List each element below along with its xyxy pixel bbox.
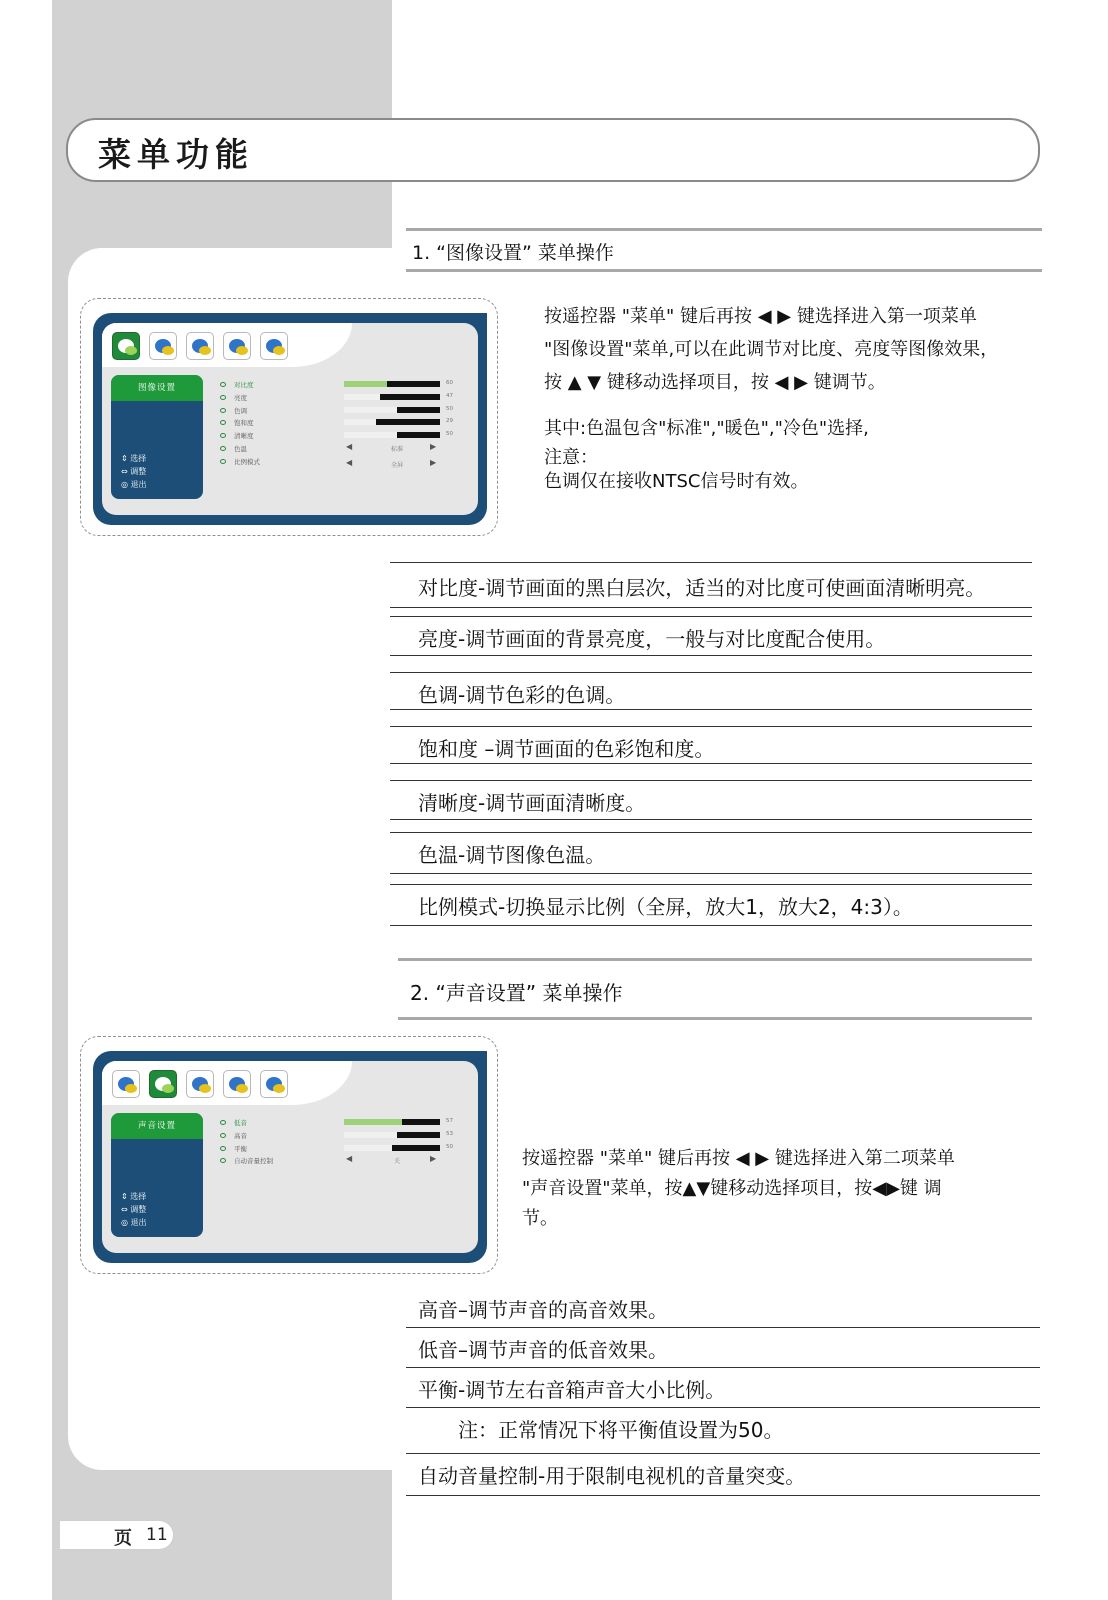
key-hints: ⇕ 选择 ⇔ 调整 ◎ 退出 bbox=[121, 454, 147, 489]
desc-brightness: 亮度-调节画面的背景亮度，一般与对比度配合使用。 bbox=[390, 616, 1032, 656]
desc-bass: 低音–调节声音的低音效果。 bbox=[406, 1328, 1040, 1368]
menu-item-hue[interactable]: 色调 50 bbox=[220, 405, 460, 418]
sound-menu-items bbox=[220, 1117, 460, 1168]
key-exit: 退出 bbox=[130, 1218, 147, 1227]
menu-item-bass[interactable]: 低音 57 bbox=[220, 1117, 460, 1130]
desc-balance: 平衡-调节左右音箱声音大小比例。 bbox=[406, 1368, 1040, 1408]
key-adjust: 调整 bbox=[130, 467, 147, 476]
sound-settings-icon bbox=[149, 1070, 177, 1098]
page-number: 11 bbox=[146, 1525, 168, 1545]
section1-heading-bar bbox=[406, 228, 1042, 272]
notice-text: 色调仅在接收NTSC信号时有效。 bbox=[544, 471, 809, 492]
menu-icon-strip bbox=[102, 1061, 352, 1105]
feature-settings-icon bbox=[186, 332, 214, 360]
menu-title: 声音设置 bbox=[111, 1113, 203, 1139]
tv-osd-frame bbox=[93, 1051, 487, 1263]
menu-item-treble[interactable]: 高音 53 bbox=[220, 1130, 460, 1143]
section2-intro: 按遥控器 "菜单" 键后再按 ◀ ▶ 键选择进入第二项菜单 "声音设置"菜单，按▲▼键移动选择项目，按◀▶键 调 节。 bbox=[522, 1148, 955, 1229]
key-exit: 退出 bbox=[130, 480, 147, 489]
menu-side-panel bbox=[111, 1113, 203, 1237]
channel-settings-icon bbox=[260, 1070, 288, 1098]
picture-settings-icon bbox=[112, 1070, 140, 1098]
key-select: 选择 bbox=[130, 1192, 147, 1201]
desc-color-temp: 色温-调节图像色温。 bbox=[390, 832, 1032, 874]
picture-menu-items bbox=[220, 379, 460, 469]
page-number-tab bbox=[60, 1520, 174, 1550]
menu-item-aspect[interactable]: 比例模式 ◀ 全屏 ▶ bbox=[220, 456, 460, 469]
key-select: 选择 bbox=[130, 454, 147, 463]
section2-heading-bar bbox=[398, 958, 1032, 1020]
key-hints: ⇕ 选择 ⇔ 调整 ◎ 退出 bbox=[121, 1192, 147, 1227]
key-adjust: 调整 bbox=[130, 1205, 147, 1214]
install-settings-icon bbox=[223, 332, 251, 360]
menu-side-panel bbox=[111, 375, 203, 499]
menu-item-avc[interactable]: 自动音量控制 ◀ 关 ▶ bbox=[220, 1155, 460, 1168]
install-settings-icon bbox=[223, 1070, 251, 1098]
desc-balance-note: 注：正常情况下将平衡值设置为50。 bbox=[406, 1408, 1040, 1454]
menu-item-sharpness[interactable]: 清晰度 50 bbox=[220, 430, 460, 443]
menu-item-contrast[interactable]: 对比度 60 bbox=[220, 379, 460, 392]
desc-sharpness: 清晰度-调节画面清晰度。 bbox=[390, 780, 1032, 820]
channel-settings-icon bbox=[260, 332, 288, 360]
page-label: 页 bbox=[114, 1528, 132, 1549]
menu-title: 图像设置 bbox=[111, 375, 203, 401]
page-title: 菜单功能 bbox=[98, 135, 254, 174]
feature-settings-icon bbox=[186, 1070, 214, 1098]
section2-heading: 2. “声音设置” 菜单操作 bbox=[410, 981, 623, 1005]
desc-hue: 色调-调节色彩的色调。 bbox=[390, 672, 1032, 710]
desc-aspect: 比例模式-切换显示比例（全屏，放大1，放大2，4:3）。 bbox=[390, 884, 1032, 926]
title-bar bbox=[66, 118, 1040, 182]
menu-item-brightness[interactable]: 亮度 47 bbox=[220, 392, 460, 405]
notice-label: 注意： bbox=[544, 447, 598, 468]
picture-settings-icon bbox=[112, 332, 140, 360]
desc-saturation: 饱和度 –调节画面的色彩饱和度。 bbox=[390, 726, 1032, 764]
color-temp-note: 其中:色温包含"标准","暖色","冷色"选择, bbox=[544, 418, 869, 439]
picture-menu-screenshot bbox=[80, 298, 498, 536]
desc-treble: 高音–调节声音的高音效果。 bbox=[406, 1288, 1040, 1328]
desc-contrast: 对比度-调节画面的黑白层次，适当的对比度可使画面清晰明亮。 bbox=[390, 562, 1032, 608]
menu-item-color-temp[interactable]: 色温 ◀ 标准 ▶ bbox=[220, 443, 460, 456]
menu-item-saturation[interactable]: 饱和度 29 bbox=[220, 417, 460, 430]
sound-menu-screenshot bbox=[80, 1036, 498, 1274]
desc-avc: 自动音量控制-用于限制电视机的音量突变。 bbox=[406, 1454, 1040, 1496]
sound-settings-icon bbox=[149, 332, 177, 360]
menu-item-balance[interactable]: 平衡 50 bbox=[220, 1143, 460, 1156]
section1-heading: 1. “图像设置” 菜单操作 bbox=[412, 242, 614, 264]
section1-intro: 按遥控器 "菜单" 键后再按 ◀ ▶ 键选择进入第一项菜单 "图像设置"菜单,可以在此调节对比度、亮度等图像效果， 按 ▲ ▼ 键移动选择项目，按 ◀ ▶ 键调节。 bbox=[544, 306, 999, 393]
menu-icon-strip bbox=[102, 323, 352, 367]
tv-osd-frame bbox=[93, 313, 487, 525]
